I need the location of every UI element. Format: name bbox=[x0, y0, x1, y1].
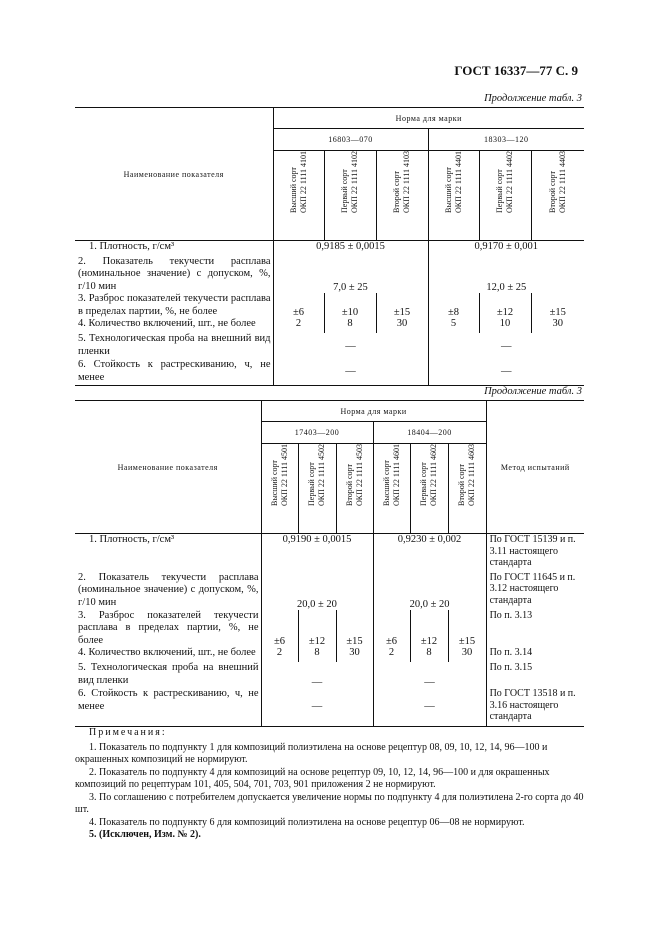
row-name: 3. Разброс показателей текучести расплава в пределах партии, %, не более bbox=[75, 610, 261, 648]
table2-group-1: 17403—200 bbox=[261, 422, 373, 444]
table2-grade: Второй сорт ОКП 22 1111 4603 bbox=[457, 444, 477, 506]
cell: 30 bbox=[552, 318, 564, 329]
table2-grade: Первый сорт ОКП 22 1111 4502 bbox=[307, 444, 326, 506]
method-cell: По п. 3.13 bbox=[489, 609, 533, 621]
row-name: 4. Количество включений, шт., не более bbox=[75, 318, 273, 333]
table2-grade: Второй сорт ОКП 22 1111 4503 bbox=[344, 444, 364, 506]
cell: ±6 bbox=[261, 610, 298, 648]
table2-norm-header: Норма для марки bbox=[261, 401, 486, 422]
table-row bbox=[75, 333, 584, 359]
table-row bbox=[75, 318, 584, 333]
cell: 12,0 ± 25 bbox=[486, 282, 527, 293]
cell: 30 bbox=[336, 647, 373, 662]
method-cell: По ГОСТ 15139 и п. 3.11 настоящего стандарта bbox=[489, 534, 576, 568]
cell: 30 bbox=[448, 647, 486, 662]
cell: 0,9170 ± 0,001 bbox=[474, 241, 539, 252]
table-row bbox=[75, 610, 584, 648]
cell: — bbox=[273, 359, 428, 385]
method-cell: По ГОСТ 11645 и п. 3.12 настоящего стандарта bbox=[489, 571, 576, 606]
table-row bbox=[75, 241, 584, 256]
table1-name-header: Наименование показателя bbox=[75, 108, 273, 241]
table2-group-2: 18404—200 bbox=[373, 422, 486, 444]
row-name: 3. Разброс показателей текучести расплава в пределах партии, %, не более bbox=[75, 293, 273, 318]
table2-grade: Высший сорт ОКП 22 1111 4501 bbox=[269, 444, 289, 506]
table-row bbox=[75, 534, 584, 572]
table1-group-1: 16803—070 bbox=[273, 129, 428, 151]
table1-group-2: 18303—120 bbox=[428, 129, 584, 151]
cell: 10 bbox=[479, 318, 531, 333]
row-name: 4. Количество включений, шт., не более bbox=[75, 647, 261, 662]
note-item: 3. По соглашению с потребителем допускается увеличение нормы по подпункту 4 для полиэтилена 2-го сорта до 40 шт. bbox=[75, 791, 584, 815]
table2 bbox=[75, 400, 584, 727]
table2-name-header: Наименование показателя bbox=[75, 401, 261, 534]
cell: 5 bbox=[428, 318, 479, 333]
page-title: ГОСТ 16337—77 С. 9 bbox=[454, 63, 578, 78]
row-name: 6. Стойкость к растрескиванию, ч, не менее bbox=[75, 359, 273, 385]
cell: 7,0 ± 25 bbox=[273, 256, 428, 294]
table-row bbox=[75, 293, 584, 318]
cell: — bbox=[261, 688, 373, 726]
table1-grade: Второй сорт ОКП 22 1111 4403 bbox=[547, 151, 567, 213]
cell: — bbox=[373, 662, 486, 688]
cell: ±10 bbox=[324, 293, 376, 318]
cell: ±12 bbox=[410, 610, 448, 648]
note-item: 2. Показатель по подпункту 4 для композиций на основе рецептур 09, 10, 12, 14, 96—100 и для окрашенных композиций по рецептурам 101, 405, 504, 701, 703, 901 приложения 2 не нормируют. bbox=[75, 766, 550, 790]
table2-grade: Высший сорт ОКП 22 1111 4601 bbox=[381, 444, 401, 506]
table2-continuation: Продолжение табл. 3 bbox=[484, 386, 582, 397]
row-name: 5. Технологическая проба на внешний вид пленки bbox=[75, 662, 261, 688]
cell: 20,0 ± 20 bbox=[373, 572, 486, 610]
cell: 2 bbox=[273, 318, 324, 333]
table-row bbox=[75, 359, 584, 385]
table1-grade: Первый сорт ОКП 22 1111 4102 bbox=[340, 151, 359, 213]
cell: ±15 bbox=[549, 307, 566, 318]
cell: 8 bbox=[410, 647, 448, 662]
cell: — bbox=[261, 662, 373, 688]
cell: 0,9230 ± 0,002 bbox=[373, 534, 486, 572]
note-item: 1. Показатель по подпункту 1 для композиций полиэтилена на основе рецептур 08, 09, 10, 12, 14, 96—100 и окрашенных композиций не нормируют. bbox=[75, 741, 548, 765]
table-row bbox=[75, 256, 584, 294]
table1-grade: Высший сорт ОКП 22 1111 4101 bbox=[288, 151, 308, 213]
cell: 0,9190 ± 0,0015 bbox=[261, 534, 373, 572]
cell: ±12 bbox=[479, 293, 531, 318]
table-row bbox=[75, 688, 584, 726]
table-row bbox=[75, 662, 584, 688]
row-name: 1. Плотность, г/см³ bbox=[75, 534, 261, 572]
cell: ±12 bbox=[298, 610, 336, 648]
row-name: 6. Стойкость к растрескиванию, ч, не менее bbox=[75, 688, 261, 726]
cell: 2 bbox=[261, 647, 298, 662]
cell: — bbox=[273, 333, 428, 359]
table1-grade: Высший сорт ОКП 22 1111 4401 bbox=[443, 151, 463, 213]
cell: ±15 bbox=[448, 610, 486, 648]
table1-grade: Второй сорт ОКП 22 1111 4103 bbox=[392, 151, 411, 213]
method-cell: По п. 3.15 bbox=[489, 662, 533, 673]
method-cell: По ГОСТ 13518 и п. 3.16 настоящего стандарта bbox=[486, 688, 584, 726]
method-cell: По п. 3.14 bbox=[489, 647, 533, 658]
cell: ±15 bbox=[336, 610, 373, 648]
notes-title: Примечания: bbox=[89, 727, 167, 738]
table1-norm-header: Норма для марки bbox=[273, 108, 584, 129]
cell: 8 bbox=[324, 318, 376, 333]
table1-grade: Первый сорт ОКП 22 1111 4402 bbox=[495, 151, 514, 213]
row-name: 2. Показатель текучести расплава (номинальное значение) с допуском, %, г/10 мин bbox=[75, 256, 273, 294]
cell: ±8 bbox=[428, 293, 479, 318]
cell: 20,0 ± 20 bbox=[261, 572, 373, 610]
cell: ±6 bbox=[273, 293, 324, 318]
cell: 0,9185 ± 0,0015 bbox=[273, 241, 428, 256]
table2-method-header: Метод испытаний bbox=[486, 401, 584, 534]
cell: ±6 bbox=[373, 610, 410, 648]
cell: 2 bbox=[373, 647, 410, 662]
row-name: 5. Технологическая проба на внешний вид пленки bbox=[75, 333, 273, 359]
table2-grade: Первый сорт ОКП 22 1111 4602 bbox=[419, 444, 438, 506]
cell: 30 bbox=[376, 318, 428, 333]
note-item: 5. (Исключен, Изм. № 2). bbox=[89, 829, 201, 840]
row-name: 1. Плотность, г/см³ bbox=[75, 241, 273, 256]
row-name: 2. Показатель текучести расплава (номинальное значение) с допуском, %, г/10 мин bbox=[75, 572, 261, 610]
cell: — bbox=[428, 359, 584, 385]
table1-continuation: Продолжение табл. 3 bbox=[484, 93, 582, 104]
cell: ±15 bbox=[376, 293, 428, 318]
table-row bbox=[75, 572, 584, 610]
note-item: 4. Показатель по подпункту 6 для композиций полиэтилена на основе рецептур 06—08 не нормируют. bbox=[89, 816, 525, 828]
table1 bbox=[75, 107, 584, 386]
table-row bbox=[75, 647, 584, 662]
cell: 8 bbox=[298, 647, 336, 662]
notes bbox=[75, 727, 585, 842]
cell: — bbox=[501, 340, 512, 352]
cell: — bbox=[373, 688, 486, 726]
